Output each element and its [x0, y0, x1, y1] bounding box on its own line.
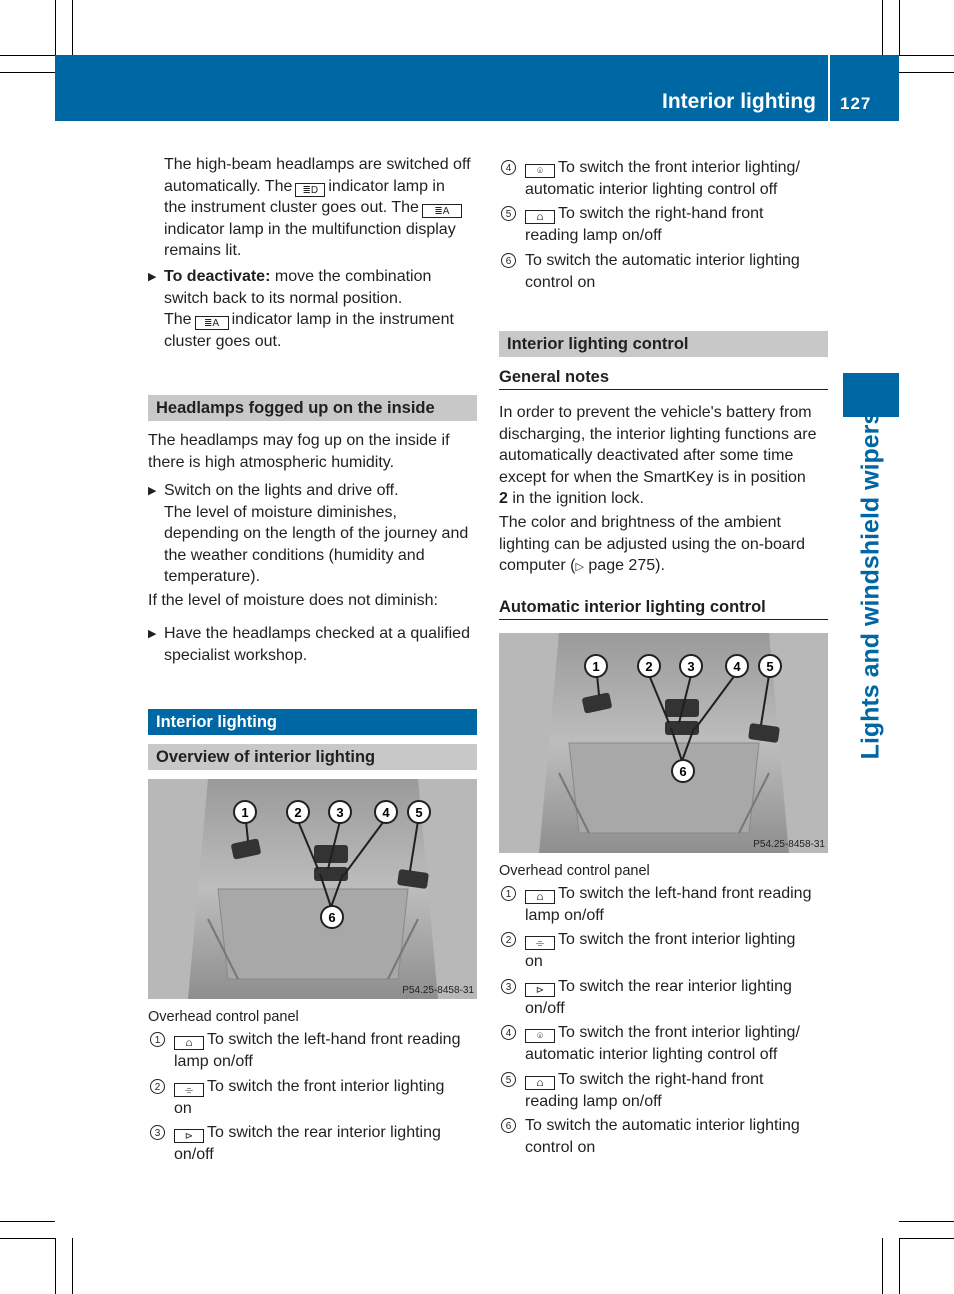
crop-mark [72, 1238, 73, 1294]
rear-interior-light-icon: ⊳ [525, 983, 555, 997]
overhead-panel-photo [148, 779, 477, 999]
front-interior-light-icon: ⌯ [525, 936, 555, 950]
legend-number: 3 [501, 979, 516, 994]
color-paragraph: The color and brightness of the ambient lighting can be adjusted using the on-board computer (▷ page 275). [499, 514, 805, 574]
legend-number: 4 [501, 1025, 516, 1040]
page-number: 127 [840, 94, 872, 113]
crop-mark [899, 55, 954, 56]
callout-6: 6 [679, 764, 687, 779]
subheading-general-notes: General notes [499, 368, 828, 390]
front-interior-light-icon: ⌯ [174, 1083, 204, 1097]
photo-caption: Overhead control panel [148, 1009, 299, 1025]
legend-item: ⩍ To switch the left-hand front reading lamp on/off [525, 885, 812, 924]
callout-4: 4 [733, 659, 741, 674]
reading-lamp-icon: ⩍ [525, 210, 555, 224]
crop-mark [55, 0, 56, 55]
interior-light-off-icon: ⌾ [525, 1029, 555, 1043]
page-ref-arrow-icon: ▷ [575, 561, 584, 573]
adaptive-high-beam-icon: ≣A [195, 316, 229, 330]
crop-mark [55, 1238, 56, 1294]
legend-number: 2 [150, 1079, 165, 1094]
interior-light-off-icon: ⌾ [525, 164, 555, 178]
overhead-panel-illustration [499, 633, 828, 853]
legend-item: To switch the automatic interior lighting control on [525, 252, 800, 291]
adaptive-high-beam-icon: ≣A [422, 204, 462, 218]
page-reference-link[interactable]: page 275). [588, 557, 665, 574]
page-title: Interior lighting [662, 90, 816, 113]
deactivate-paragraph: To deactivate: move the combination switch back to its normal position. The ≣A indicator lamp in the instrument cluster goes out. [164, 268, 454, 350]
legend-item: ⊳ To switch the rear interior lighting on/off [525, 978, 792, 1017]
crop-mark [899, 0, 900, 55]
callout-3: 3 [336, 805, 344, 820]
have-checked-paragraph: Have the headlamps checked at a qualified specialist workshop. [164, 625, 470, 664]
callout-4: 4 [382, 805, 390, 820]
callout-5: 5 [766, 659, 774, 674]
legend-number: 5 [501, 206, 516, 221]
callout-3: 3 [687, 659, 695, 674]
overhead-panel-photo [499, 633, 828, 853]
reading-lamp-icon: ⩍ [525, 890, 555, 904]
legend-item: To switch the automatic interior lighting control on [525, 1117, 800, 1156]
general-notes-paragraph: In order to prevent the vehicle's battery from discharging, the interior lighting functions are automatically deactivated after some time except for when the SmartKey is in position 2 in the ignition lock. [499, 404, 817, 507]
reading-lamp-icon: ⩍ [174, 1036, 204, 1050]
legend-number: 4 [501, 160, 516, 175]
legend-number: 5 [501, 1072, 516, 1087]
legend-item: ⩍ To switch the right-hand front reading lamp on/off [525, 205, 764, 244]
crop-mark [882, 0, 883, 55]
section-heading-control: Interior lighting control [499, 331, 828, 357]
crop-mark [899, 72, 954, 73]
side-tab-title: Lights and windshield wipers [856, 410, 885, 760]
callout-5: 5 [415, 805, 423, 820]
section-heading-interior: Interior lighting [148, 709, 477, 735]
legend-number: 6 [501, 253, 516, 268]
bullet-arrow-icon: ▶ [148, 271, 157, 283]
header-divider [828, 55, 830, 121]
section-heading-overview: Overview of interior lighting [148, 744, 477, 770]
reading-lamp-icon: ⩍ [525, 1076, 555, 1090]
callout-1: 1 [241, 805, 249, 820]
legend-item: ⌾ To switch the front interior lighting/ automatic interior lighting control off [525, 1024, 800, 1063]
photo-code: P54.25-8458-31 [402, 985, 474, 996]
legend-item: ⌾ To switch the front interior lighting/ automatic interior lighting control off [525, 159, 800, 198]
legend-item: ⊳ To switch the rear interior lighting on/off [174, 1124, 441, 1163]
photo-caption: Overhead control panel [499, 863, 650, 879]
crop-mark [899, 1221, 954, 1222]
legend-number: 2 [501, 932, 516, 947]
legend-item: ⩍ To switch the left-hand front reading lamp on/off [174, 1031, 461, 1070]
crop-mark [899, 1238, 900, 1294]
legend-item: ⩍ To switch the right-hand front reading lamp on/off [525, 1071, 764, 1110]
legend-number: 6 [501, 1118, 516, 1133]
section-heading-fogged: Headlamps fogged up on the inside [148, 395, 477, 421]
legend-item: ⌯ To switch the front interior lighting on [525, 931, 796, 970]
crop-mark [72, 0, 73, 55]
overhead-panel-illustration [148, 779, 477, 999]
crop-mark [882, 1238, 883, 1294]
not-diminish-text: If the level of moisture does not diminish: [148, 592, 438, 609]
callout-2: 2 [645, 659, 653, 674]
crop-mark [0, 55, 55, 56]
crop-mark [0, 1238, 55, 1239]
photo-code: P54.25-8458-31 [753, 839, 825, 850]
callout-2: 2 [294, 805, 302, 820]
high-beam-icon: ≣D [295, 183, 325, 197]
crop-mark [0, 1221, 55, 1222]
switch-on-paragraph: Switch on the lights and drive off. The level of moisture diminishes, depending on the length of the journey and the weather conditions (humidity and temperature). [164, 482, 469, 585]
rear-interior-light-icon: ⊳ [174, 1129, 204, 1143]
legend-number: 1 [150, 1032, 165, 1047]
bullet-arrow-icon: ▶ [148, 628, 157, 640]
intro-paragraph: The high-beam headlamps are switched off automatically. The ≣D indicator lamp in the instrument cluster goes out. The ≣A indicator lamp in the multifunction display remains lit. [164, 156, 471, 259]
legend-number: 3 [150, 1125, 165, 1140]
legend-item: ⌯ To switch the front interior lighting on [174, 1078, 445, 1117]
crop-mark [899, 1238, 954, 1239]
legend-number: 1 [501, 886, 516, 901]
bullet-arrow-icon: ▶ [148, 485, 157, 497]
callout-6: 6 [328, 910, 336, 925]
callout-1: 1 [592, 659, 600, 674]
crop-mark [0, 72, 55, 73]
fogged-paragraph: The headlamps may fog up on the inside if there is high atmospheric humidity. [148, 432, 450, 471]
subheading-automatic-control: Automatic interior lighting control [499, 598, 828, 620]
